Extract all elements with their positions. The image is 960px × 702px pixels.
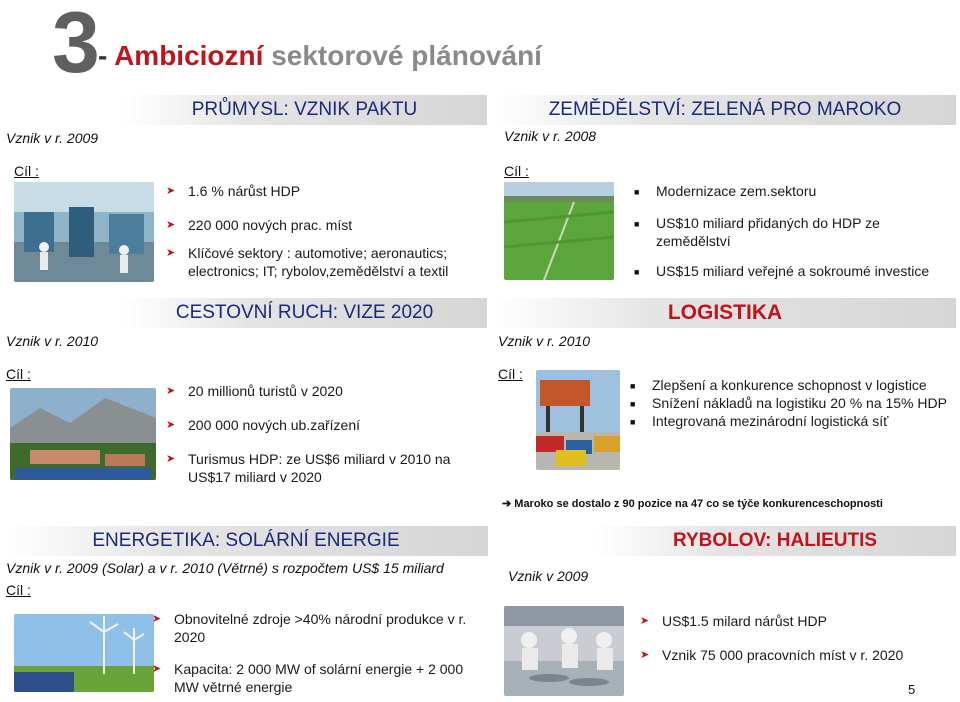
arrow-bullet-icon: ➤ <box>166 453 176 465</box>
square-bullet-icon: ■ <box>634 267 640 277</box>
square-bullet-icon: ■ <box>630 399 636 409</box>
arrow-right-icon: ➔ <box>502 498 512 510</box>
list-item: ➤ Obnovitelné zdroje >40% národní produkce v r. 2020 <box>152 611 467 645</box>
cestovni-goal-label: Cíl : <box>6 366 31 382</box>
logistika-bullets <box>630 376 956 430</box>
square-bullet-icon: ■ <box>634 219 640 229</box>
competitiveness-note: ➔ Maroko se dostalo z 90 pozice na 47 co se týče konkurenceschopnosti <box>502 498 883 510</box>
logistika-since: Vznik v r. 2010 <box>498 333 591 349</box>
cestovni-heading: CESTOVNÍ RUCH: VIZE 2020 <box>122 298 487 328</box>
title-grey-part: sektorové plánování <box>271 40 542 71</box>
section-number: 3 <box>52 0 98 91</box>
prumysl-since: Vznik v r. 2009 <box>6 130 99 146</box>
zemedelstvi-bullets <box>634 182 956 280</box>
field-photo <box>504 182 614 280</box>
title-red-part: Ambiciozní <box>114 40 264 71</box>
zemedelstvi-heading: ZEMĚDĚLSTVÍ: ZELENÁ PRO MAROKO <box>494 95 956 125</box>
energetika-since: Vznik v r. 2009 (Solar) a v r. 2010 (Větrné) s rozpočtem US$ 15 miliard <box>6 560 444 576</box>
arrow-bullet-icon: ➤ <box>152 613 162 625</box>
list-item: ➤ 220 000 nových prac. míst <box>166 217 353 233</box>
list-item: ➤ Kapacita: 2 000 MW of solární energie + 2 000 MW větrné energie <box>152 661 464 695</box>
arrow-bullet-icon: ➤ <box>166 419 176 431</box>
logistika-goal-label: Cíl : <box>498 366 523 382</box>
prumysl-heading: PRŮMYSL: VZNIK PAKTU <box>122 95 487 125</box>
factory-photo <box>14 182 154 282</box>
list-item: ➤ Turismus HDP: ze US$6 miliard v 2010 na US$17 miliard v 2020 <box>166 451 451 485</box>
list-item: ■ US$15 miliard veřejné a sokroumé investice <box>634 263 930 279</box>
square-bullet-icon: ■ <box>630 417 636 427</box>
arrow-bullet-icon: ➤ <box>166 219 176 231</box>
prumysl-goal-label: Cíl : <box>14 163 39 179</box>
containers-photo <box>536 370 620 470</box>
zemedelstvi-goal-label: Cíl : <box>504 163 529 179</box>
title-dash: - <box>98 40 108 71</box>
arrow-bullet-icon: ➤ <box>640 649 650 661</box>
energetika-heading: ENERGETIKA: SOLÁRNÍ ENERGIE <box>4 526 488 556</box>
prumysl-bullets <box>166 182 484 280</box>
wind-solar-photo <box>14 614 154 692</box>
page-title <box>98 40 542 72</box>
rybolov-heading: RYBOLOV: HALIEUTIS <box>594 526 956 556</box>
page-number: 5 <box>908 682 916 697</box>
zemedelstvi-since: Vznik v r. 2008 <box>504 128 597 144</box>
square-bullet-icon: ■ <box>630 381 636 391</box>
rybolov-bullets <box>640 612 956 664</box>
fish-processing-photo <box>504 606 624 696</box>
list-item: ➤ 200 000 nových ub.zařízení <box>166 417 361 433</box>
list-item: ■ US$10 miliard přidaných do HDP ze zemědělství <box>634 215 880 249</box>
list-item: ■ Zlepšení a konkurence schopnost v logistice <box>630 377 927 393</box>
arrow-bullet-icon: ➤ <box>166 385 176 397</box>
list-item: ■ Modernizace zem.sektoru <box>634 183 817 199</box>
energetika-bullets <box>152 610 486 696</box>
cestovni-bullets <box>166 382 484 486</box>
arrow-bullet-icon: ➤ <box>152 663 162 675</box>
list-item: ➤ 20 millionů turistů v 2020 <box>166 383 343 399</box>
list-item: ➤ Klíčové sektory : automotive; aeronautics; electronics; IT; rybolov,zemědělství a textil <box>166 245 449 279</box>
list-item: ■ Snížení nákladů na logistiku 20 % na 15% HDP <box>630 395 947 411</box>
rybolov-since: Vznik v 2009 <box>508 568 589 584</box>
arrow-bullet-icon: ➤ <box>166 185 176 197</box>
square-bullet-icon: ■ <box>634 187 640 197</box>
list-item: ➤ Vznik 75 000 pracovních míst v r. 2020 <box>640 647 904 663</box>
cestovni-since: Vznik v r. 2010 <box>6 333 99 349</box>
list-item: ➤ 1.6 % nárůst HDP <box>166 183 301 199</box>
energetika-goal-label: Cíl : <box>6 582 31 598</box>
logistika-heading: LOGISTIKA <box>494 298 956 328</box>
list-item: ➤ US$1.5 milard nárůst HDP <box>640 613 827 629</box>
list-item: ■ Integrovaná mezinárodní logistická síť <box>630 413 889 429</box>
arrow-bullet-icon: ➤ <box>640 615 650 627</box>
resort-photo <box>10 388 156 480</box>
arrow-bullet-icon: ➤ <box>166 247 176 259</box>
